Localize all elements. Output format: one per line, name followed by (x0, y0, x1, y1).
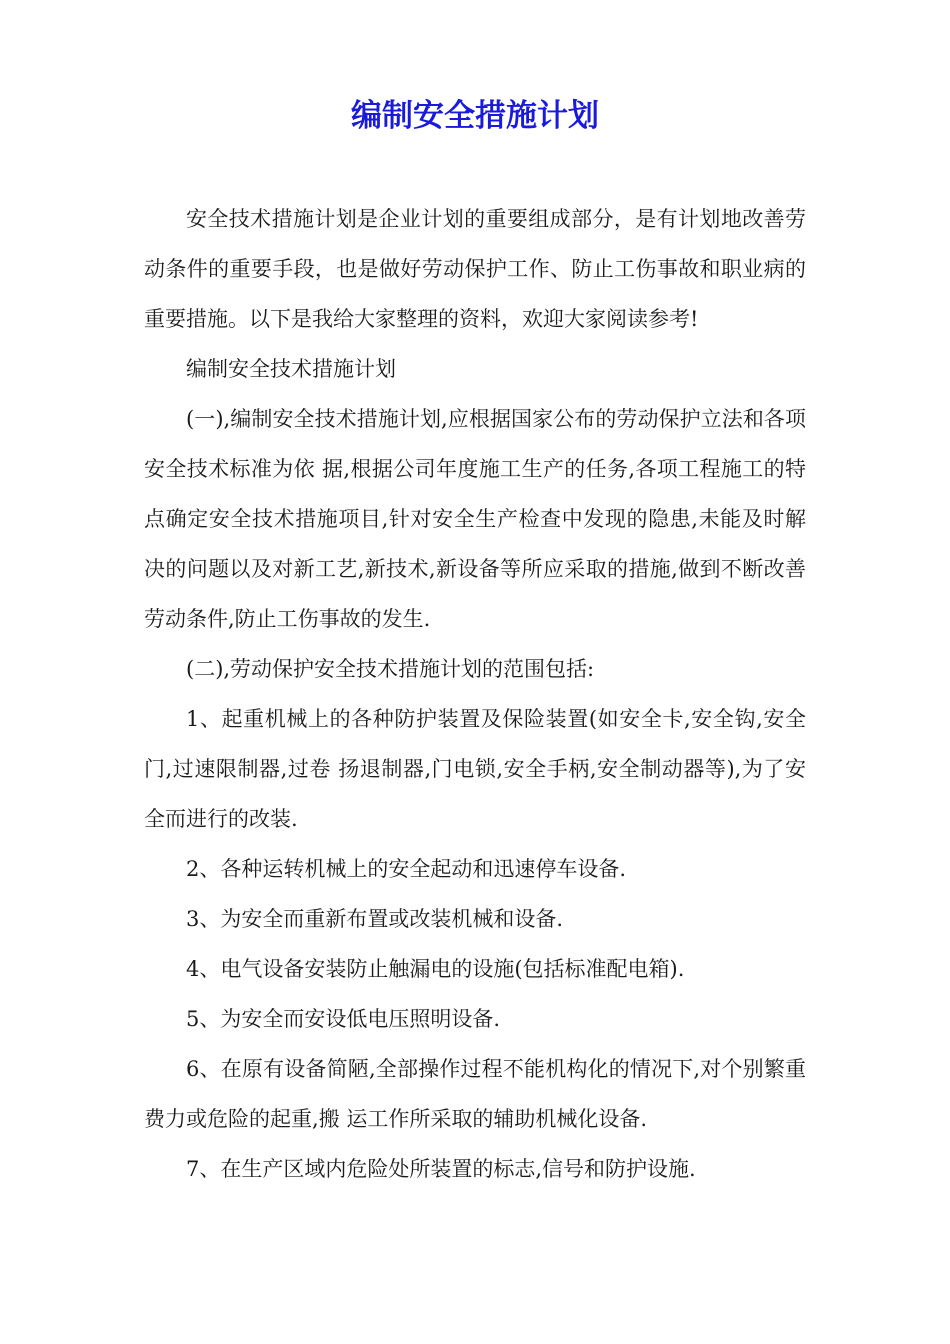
document-body (144, 194, 806, 1194)
section-heading: 编制安全技术措施计划 (186, 357, 396, 381)
section-two-heading: (二),劳动保护安全技术措施计划的范围包括: (186, 657, 595, 681)
list-item-6: 6、在原有设备简陋,全部操作过程不能机构化的情况下,对个别繁重费力或危险的起重,搬 运工作所采取的辅助机械化设备. (144, 1057, 806, 1131)
list-item-4: 4、电气设备安装防止触漏电的设施(包括标准配电箱). (186, 957, 685, 981)
intro-paragraph: 安全技术措施计划是企业计划的重要组成部分，是有计划地改善劳动条件的重要手段，也是做好劳动保护工作、防止工伤事故和职业病的重要措施。以下是我给大家整理的资料，欢迎大家阅读参考! (144, 207, 806, 331)
list-item-3: 3、为安全而重新布置或改装机械和设备. (186, 907, 564, 931)
list-item-7: 7、在生产区域内危险处所装置的标志,信号和防护设施. (186, 1157, 696, 1181)
list-item-1: 1、起重机械上的各种防护装置及保险装置(如安全卡,安全钩,安全门,过速限制器,过卷 扬退制器,门电锁,安全手柄,安全制动器等),为了安全而进行的改装. (144, 707, 806, 831)
document-title: 编制安全措施计划 (351, 98, 599, 134)
list-item-2: 2、各种运转机械上的安全起动和迅速停车设备. (186, 857, 627, 881)
list-item-5: 5、为安全而安设低电压照明设备. (186, 1007, 501, 1031)
section-one-paragraph: (一),编制安全技术措施计划,应根据国家公布的劳动保护立法和各项安全技术标准为依 据,根据公司年度施工生产的任务,各项工程施工的特点确定安全技术措施项目,针对安全生产检查中发现的隐患,未能及时解决的问题以及对新工艺,新技术,新设备等所应采取的措施,做到不断改善劳动条件,防止工伤事故的发生. (144, 407, 806, 631)
